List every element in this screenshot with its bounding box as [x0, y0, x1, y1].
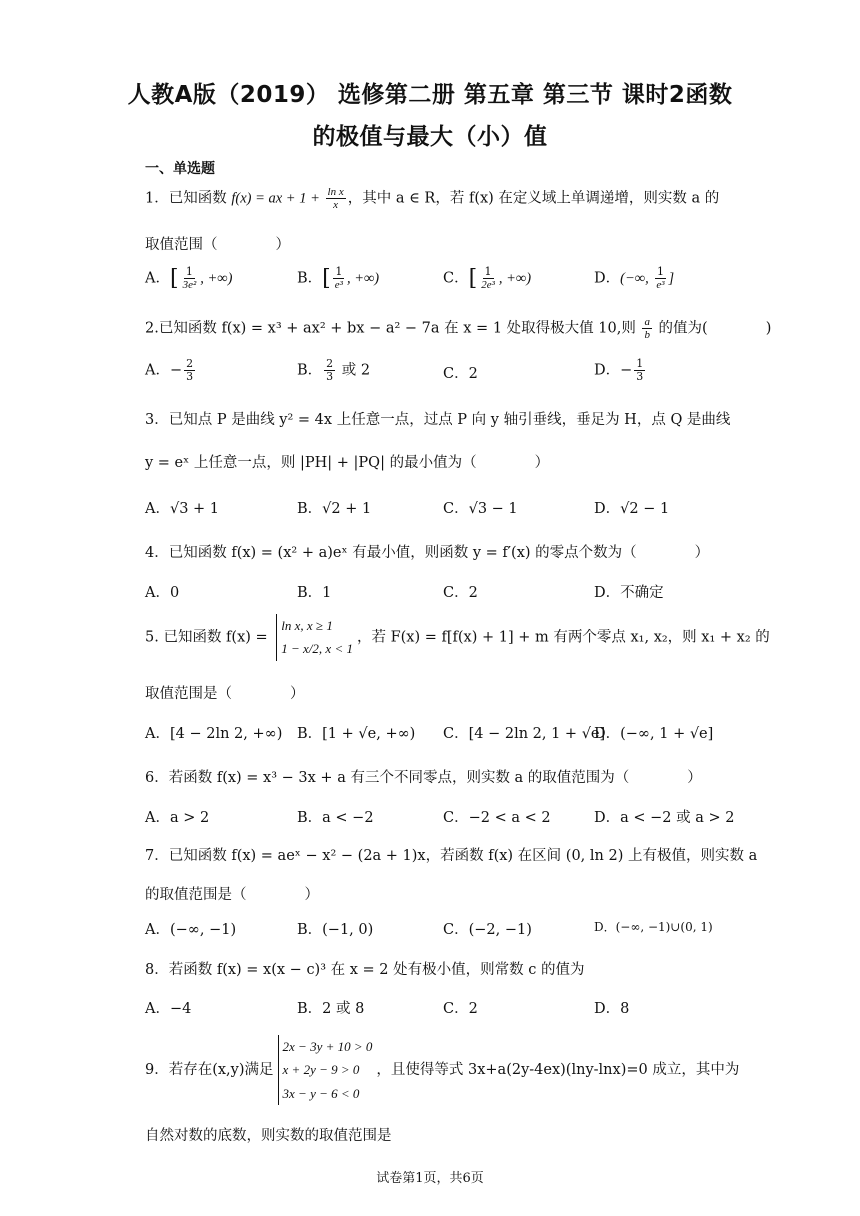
page-footer: 试卷第1页，共6页: [376, 1171, 484, 1186]
q7-option-a: A．(−∞, −1): [145, 922, 237, 938]
title-line-1: 人教A版（2019） 选修第二册 第五章 第三节 课时2函数: [127, 82, 733, 108]
question-5-line-2: 取值范围是（ ）: [145, 686, 305, 702]
q8-option-b: B．2 或 8: [297, 1001, 365, 1017]
question-1: 1．已知函数 f(x) = ax + 1 + $\frac{\text{ln x}}{x}$ ，其中 a ∈ R，若 f(x) 在定义域上单调递增，则实数 a 的: [145, 186, 720, 212]
q6-option-d: D．a < −2 或 a > 2: [594, 810, 735, 826]
q5-option-a: A．[4 − 2ln 2, +∞): [145, 726, 283, 742]
q7-option-c: C．(−2, −1): [443, 922, 532, 938]
q8-option-a: A．−4: [145, 1001, 192, 1017]
q3-option-b: B．√2 + 1: [297, 501, 372, 517]
q5-option-d: D．(−∞, 1 + √e]: [594, 726, 714, 742]
q4-option-a: A．0: [145, 585, 180, 601]
question-2: 2.已知函数 f(x) = x³ + ax² + bx − a² − 7a 在 x = 1 处取得极大值 10,则 $\frac{a}{b}$ 的值为( ): [145, 316, 772, 342]
question-8: 8．若函数 f(x) = x(x − c)³ 在 x = 2 处有极小值，则常数 c 的值为: [145, 962, 585, 978]
q1-option-a: A．[ $\frac{1}{\text{3e²}}$ , +∞): [145, 265, 233, 292]
q4-option-b: B．1: [297, 585, 332, 601]
q7-option-d: D．(−∞, −1)∪(0, 1): [594, 920, 713, 934]
question-5: 5. 已知函数 f(x) = ln x, x ≥ 1 1 − x/2, x < 1，若 F(x) = f[f(x) + 1] + m 有两个零点 x₁, x₂，则 x₁ + x₂ 的: [145, 614, 770, 661]
q2-option-a: A．− $\frac{2}{3}$: [145, 357, 194, 384]
question-9: 9．若存在(x,y)满足2x − 3y + 10 > 0 x + 2y − 9 > 0 3x − y − 6 < 0，且使得等式 3x+a(2y-4ex)(lny-lnx)=0 成立，其中为: [145, 1035, 739, 1105]
q4-option-d: D．不确定: [594, 585, 664, 601]
question-9-line-2: 自然对数的底数，则实数的取值范围是: [145, 1128, 392, 1144]
q5-option-c: C．[4 − 2ln 2, 1 + √e]: [443, 726, 606, 742]
q6-option-c: C．−2 < a < 2: [443, 810, 551, 826]
title-line-2: 的极值与最大（小）值: [312, 124, 548, 150]
q3-option-d: D．√2 − 1: [594, 501, 670, 517]
q6-option-b: B．a < −2: [297, 810, 374, 826]
q8-option-c: C．2: [443, 1001, 478, 1017]
q2-option-d: D．− $\frac{1}{3}$: [594, 357, 644, 384]
q2-option-b: B． $\frac{2}{3}$ 或 2: [297, 357, 371, 384]
q1-option-c: C．[ $\frac{1}{\text{2e³}}$ , +∞): [443, 265, 532, 292]
question-1-line-2: 取值范围（ ）: [145, 237, 290, 253]
q4-option-c: C．2: [443, 585, 478, 601]
q2-option-c: C．2: [443, 366, 478, 382]
q6-option-a: A．a > 2: [145, 810, 210, 826]
q3-option-c: C．√3 − 1: [443, 501, 518, 517]
q3-option-a: A．√3 + 1: [145, 501, 220, 517]
q8-option-d: D．8: [594, 1001, 630, 1017]
q1-option-d: D．(−∞, $\frac{1}{\text{e³}}$ ]: [594, 265, 675, 292]
question-7-line-2: 的取值范围是（ ）: [145, 887, 319, 903]
q5-option-b: B．[1 + √e, +∞): [297, 726, 416, 742]
question-4: 4．已知函数 f(x) = (x² + a)eˣ 有最小值，则函数 y = f′(x) 的零点个数为（ ）: [145, 545, 710, 561]
q7-option-b: B．(−1, 0): [297, 922, 374, 938]
section-heading: 一、单选题: [145, 161, 215, 177]
question-3-line-2: y = eˣ 上任意一点，则 |PH| + |PQ| 的最小值为（ ）: [145, 455, 550, 471]
question-7: 7．已知函数 f(x) = aeˣ − x² − (2a + 1)x，若函数 f(x) 在区间 (0, ln 2) 上有极值，则实数 a: [145, 848, 758, 864]
question-3: 3．已知点 P 是曲线 y² = 4x 上任意一点，过点 P 向 y 轴引垂线，垂足为 H，点 Q 是曲线: [145, 412, 731, 428]
q1-option-b: B．[ $\frac{1}{\text{e³}}$ , +∞): [297, 265, 380, 292]
question-6: 6．若函数 f(x) = x³ − 3x + a 有三个不同零点，则实数 a 的取值范围为（ ）: [145, 770, 702, 786]
